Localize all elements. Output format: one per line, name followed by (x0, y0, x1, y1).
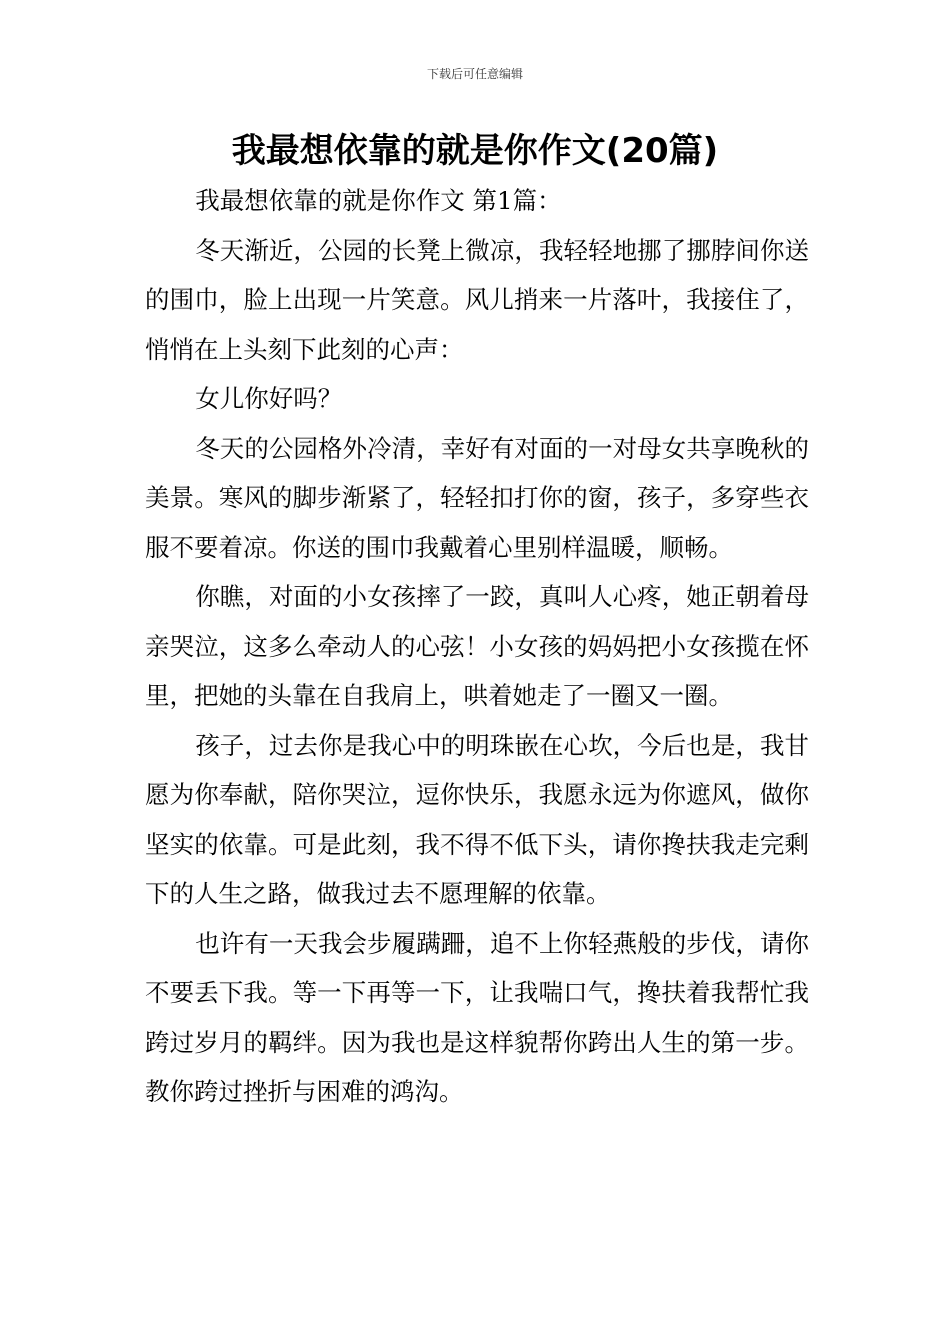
paragraph: 孩子，过去你是我心中的明珠嵌在心坎，今后也是，我甘愿为你奉献，陪你哭泣，逗你快乐，我愿永远为你遮风，做你坚实的依靠。可是此刻，我不得不低下头，请你搀扶我走完剩下的人生之路，做我过去不愿理解的依靠。 (145, 730, 809, 908)
paragraph: 冬天渐近，公园的长凳上微凉，我轻轻地挪了挪脖间你送的围巾，脸上出现一片笑意。风儿捎来一片落叶，我接住了，悄悄在上头刻下此刻的心声： (145, 235, 809, 364)
paragraph: 也许有一天我会步履蹒跚，追不上你轻燕般的步伐，请你不要丢下我。等一下再等一下，让我喘口气，搀扶着我帮忙我跨过岁月的羁绊。因为我也是这样貌帮你跨出人生的第一步。教你跨过挫折与困难的鸿沟。 (145, 928, 809, 1106)
document-body (145, 176, 809, 1117)
paragraph: 你瞧，对面的小女孩摔了一跤，真叫人心疼，她正朝着母亲哭泣，这多么牵动人的心弦！小女孩的妈妈把小女孩揽在怀里，把她的头靠在自我肩上，哄着她走了一圈又一圈。 (145, 582, 809, 710)
header-note: 下载后可任意编辑 (426, 67, 523, 81)
document-title: 我最想依靠的就是你作文(20篇) (231, 131, 719, 171)
essay-subtitle: 我最想依靠的就是你作文 第1篇： (195, 186, 562, 215)
paragraph: 冬天的公园格外冷清，幸好有对面的一对母女共享晚秋的美景。寒风的脚步渐紧了，轻轻扣打你的窗，孩子，多穿些衣服不要着凉。你送的围巾我戴着心里别样温暖，顺畅。 (145, 433, 809, 562)
paragraph: 女儿你好吗？ (195, 384, 343, 413)
